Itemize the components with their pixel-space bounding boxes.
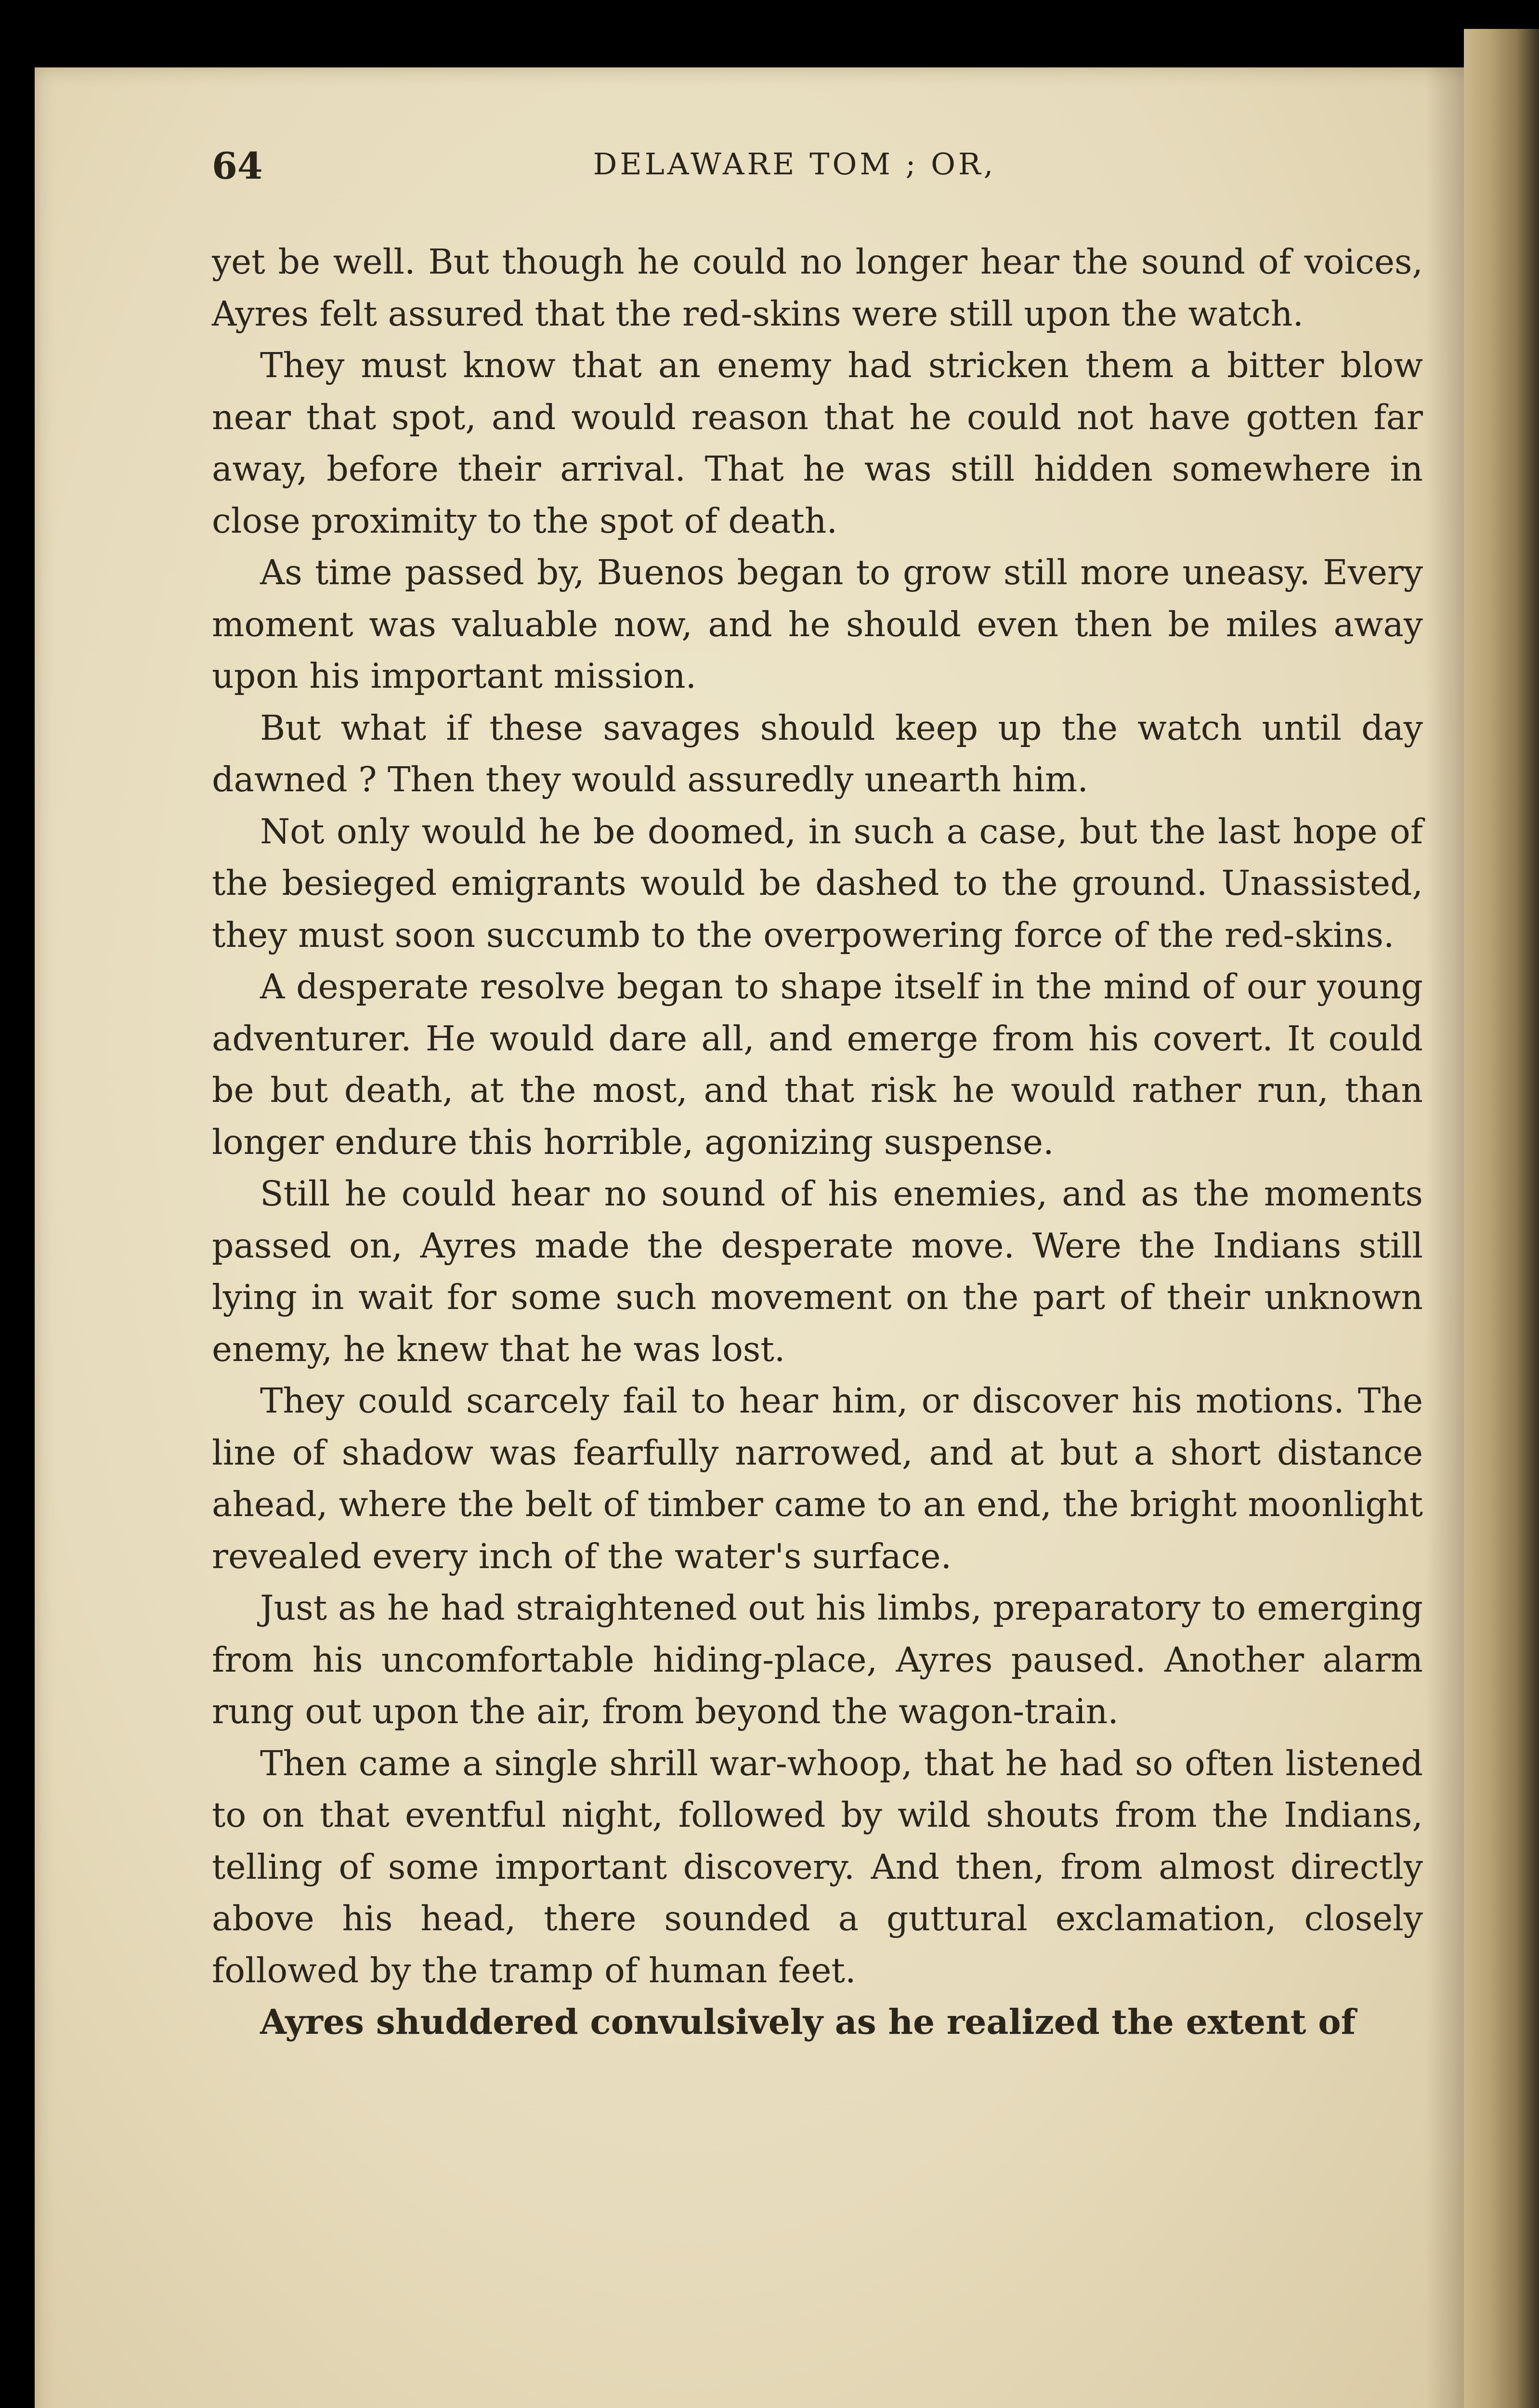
- paragraph: But what if these savages should keep up the watch until day dawned ? Then they would assuredly unearth him.: [212, 707, 1423, 799]
- page-number: 64: [212, 144, 263, 187]
- paragraph: A desperate resolve began to shape itself in the mind of our young adventurer. He would dare all, and emerge from his covert. It could be but death, at the most, and that risk he would rather run, than longer endure this horrible, agonizing suspense.: [212, 967, 1423, 1162]
- paragraph: Ayres shuddered convulsively as he realized the extent of: [260, 2002, 1356, 2042]
- book-gutter: [1464, 29, 1539, 2408]
- paragraph: Still he could hear no sound of his enemies, and as the moments passed on, Ayres made the desperate move. Were the Indians still lying in wait for some such movement on the part of their unknown enemy, he knew that he was lost.: [212, 1174, 1423, 1369]
- body-text: [212, 236, 1423, 2048]
- paragraph: They must know that an enemy had stricken them a bitter blow near that spot, and would reason that he could not have gotten far away, before their arrival. That he was still hidden somewhere in close proximity to the spot of death.: [212, 345, 1423, 541]
- paragraph: Then came a single shrill war-whoop, that he had so often listened to on that eventful night, followed by wild shouts from the Indians, telling of some important discovery. And then, from almost directly above his head, there sounded a guttural exclamation, closely followed by the tramp of human feet.: [212, 1743, 1423, 1990]
- paragraph: yet be well. But though he could no longer hear the sound of voices, Ayres felt assured that the red-skins were still upon the watch.: [212, 242, 1423, 334]
- paragraph: They could scarcely fail to hear him, or discover his motions. The line of shadow was fearfully narrowed, and at but a short distance ahead, where the belt of timber came to an end, the bright moonlight revealed every inch of the water's surface.: [212, 1381, 1423, 1576]
- running-head: DELAWARE TOM ; OR,: [593, 146, 996, 182]
- page-header: [164, 144, 1425, 202]
- paragraph: As time passed by, Buenos began to grow still more uneasy. Every moment was valuable now, and he should even then be miles away upon his important mission.: [212, 552, 1423, 696]
- paragraph: Not only would he be doomed, in such a case, but the last hope of the besieged emigrants would be dashed to the ground. Unassisted, they must soon succumb to the overpowering force of the red-skins.: [212, 811, 1423, 955]
- paragraph: Just as he had straightened out his limbs, preparatory to emerging from his uncomfortable hiding-place, Ayres paused. Another alarm rung out upon the air, from beyond the wagon-train.: [212, 1588, 1423, 1731]
